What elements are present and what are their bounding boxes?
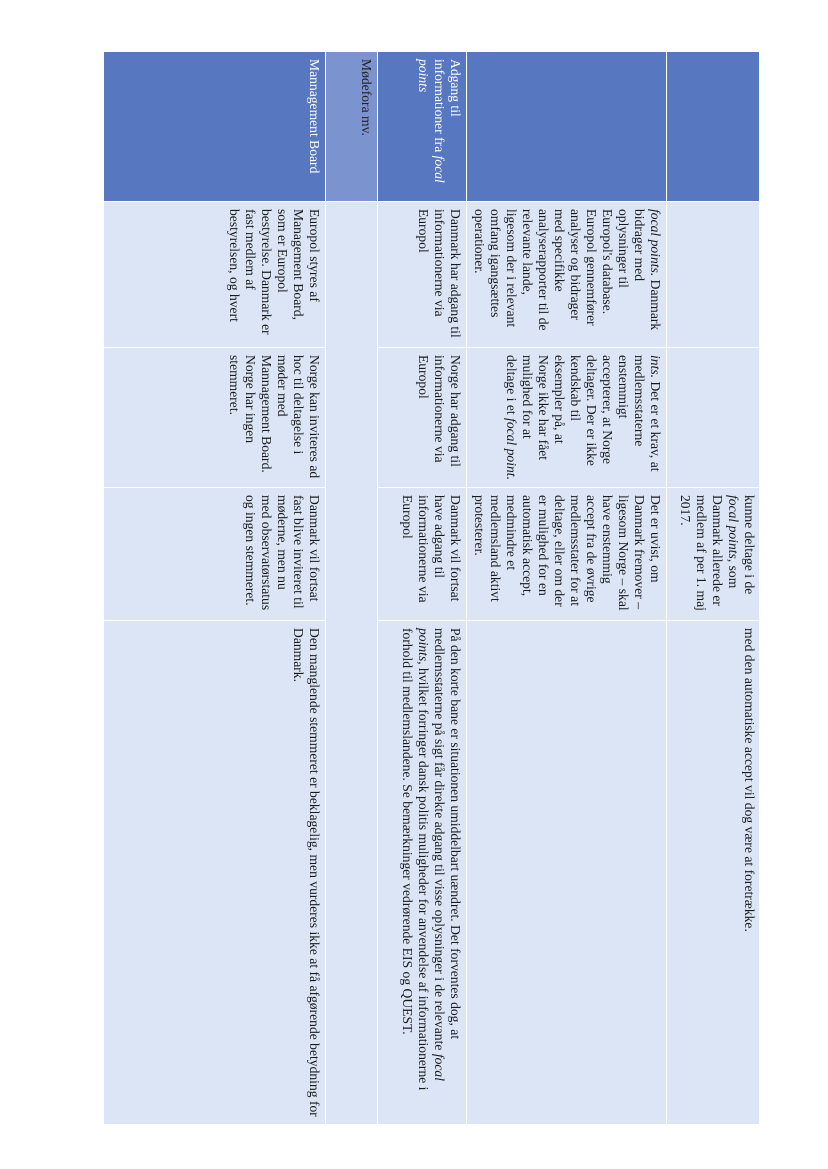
cell-text: Danmark bidrager med oplysninger til Europol's database. Europol gennemfører analyser og bidrager med specifikke analyserapporter til de relevante lande, ligesom der i relevant omfang igangsættes operationer. — [472, 209, 663, 331]
cell-text-italic: focal point. — [504, 418, 519, 480]
table-cell: med den automatiske accept vil dog være at foretrække. — [667, 620, 760, 1124]
row-header-cell — [667, 52, 760, 201]
table-cell — [467, 201, 666, 347]
cell-text: hvilket forringer dansk politis muligheder for anvendelse af informationerne i forhold til medlemslandene. Se bemærkninger vedrørende EIS og QUEST. — [400, 628, 431, 1091]
table-cell — [467, 347, 666, 487]
table-cell — [667, 201, 760, 347]
cell-text-italic: focal points, — [726, 495, 741, 563]
row-header-cell — [378, 52, 466, 201]
table-cell — [378, 620, 466, 1124]
table-cell: Danmark vil fortsat fast blive inviteret til møderne, men nu med observatørstatus og ingen stemmeret. — [104, 487, 325, 620]
cell-text-italic: focal points, — [416, 628, 447, 1081]
table-row — [466, 52, 666, 1124]
cell-text: som Danmark allerede er medlem af per 1. maj 2017. — [678, 495, 741, 611]
table-row — [103, 52, 325, 1124]
cell-text-italic: ints. — [648, 355, 663, 379]
row-header-text: Adgang til informationer fra — [432, 59, 463, 153]
table-cell — [667, 347, 760, 487]
table-cell — [467, 620, 666, 1124]
table-cell: Den manglende stemmeret er beklagelig, men vurderes ikke at få afgørende betydning for Danmark. — [104, 620, 325, 1124]
section-row — [325, 52, 377, 1124]
table-cell: Danmark har adgang til informationerne via Europol — [378, 201, 466, 347]
table-cell: Det er uvist, om Danmark fremover – ligesom Norge – skal have enstemmig accept fra de øvrige medlemsstater for at deltage, eller om der er mulighed for en automatisk accept, medmindre et medlemsland aktivt protesterer. — [467, 487, 666, 620]
table-cell: Norge kan inviteres ad hoc til deltagelse i møder med Mannagement Board. Norge har ingen stemmeret. — [104, 347, 325, 487]
cell-text: kunne deltage i de — [742, 495, 757, 595]
table-cell — [667, 487, 760, 620]
table-row — [759, 52, 760, 1124]
table-row — [666, 52, 760, 1124]
section-fill-cell — [326, 201, 377, 1124]
cell-text-italic: focal points. — [648, 209, 663, 277]
cell-text: Det er et krav, at medlemsstaterne enstemmigt accepterer, at Norge deltager. Der er ikke kendskab til eksempler på, at Norge ikke har fået mulighed for at deltage i et — [504, 355, 663, 472]
row-header-cell — [467, 52, 666, 201]
cell-text: På den korte bane er situationen umiddelbart uændret. Det forventes dog, at medlemsstaterne på sigt får direkte adgang til visse oplysninger i de relevante — [432, 628, 463, 1051]
row-header-text-italic: focal points — [416, 59, 447, 183]
table-cell: Norge har adgang til informationerne via Europol — [378, 347, 466, 487]
table-cell: Danmark vil fortsat have adgang til informationerne via Europol — [378, 487, 466, 620]
table-cell: Europol styres af Management Board, som er Europol bestyrelse. Danmark er fast medlem af bestyrelsen, og hvert — [104, 201, 325, 347]
row-header-cell: Mannagement Board — [104, 52, 325, 201]
table-row — [377, 52, 466, 1124]
rotated-comparison-table — [103, 52, 760, 1124]
section-header-cell: Mødefora mv. — [326, 52, 377, 201]
